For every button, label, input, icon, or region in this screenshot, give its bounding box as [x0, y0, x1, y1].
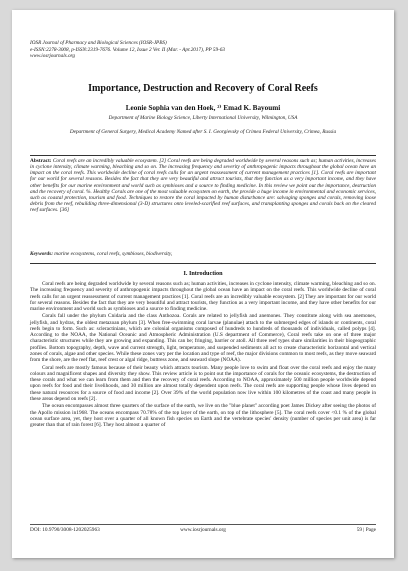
keywords: [30, 251, 376, 257]
affiliation-1: Department of Marine Biology Science, Liberty International University, Wilmington, USA: [108, 115, 298, 121]
author-list: Leonie Sophia van den Hoek, ²⁾ Emad K. Bayoumi: [125, 104, 281, 112]
footer-site[interactable]: www.iosrjournals.org: [180, 527, 226, 533]
journal-header: [30, 40, 370, 60]
paragraph: The ocean encompasses almost three quarters of the surface of the earth, we live on the "blue planet" according poet James Dickey after seeing the photos of the Apollo mission in1968. The oceans encompass 70.78% of the top layer of the earth, on top of the lithosphere [5]. The coral reefs cover <0.1 % of the global ocean surface area, yet, they host over a quarter of all known fish species on Earth and the vertebrate species' density (number of species per unit area) is far greater than that of rain forest [6]. They host almost a quarter of: [30, 403, 376, 429]
divider: [30, 155, 376, 156]
paper-title: Importance, Destruction and Recovery of Coral Reefs: [88, 83, 318, 94]
paragraph: Coral reefs are being degraded worldwide by several reasons such as; human activities, increases in cyclone intensity, climate warming, bleaching and so on. The increasing frequency and severity of anthropogenic impacts throughout the global ocean have an impact on the coral reefs. This worldwide decline of coral reefs calls for an urgent reassessment of current management practices [1]. Coral reefs are an incredibly valuable ecosystem. [2] They are important for our world for several reasons. Besides the fact that they are very beautiful and attract tourists, they function as a very important income, and they have other benefits for our marine environment and world such as symbioses and a source to finding medicine.: [30, 281, 376, 312]
keywords-text: marine ecosystems, coral reefs, symbioses, biodiversity,: [54, 251, 173, 257]
doi: DOI: 10.9790/3008-1202025963: [30, 527, 100, 533]
affiliation-2: Department of General Surgery, Medical Academy Named after S. I. Georgievsky of Crimea Federal University, Crimea, Russia: [69, 129, 337, 135]
abstract-label: Abstract:: [30, 158, 52, 164]
paper-page: [12, 10, 394, 558]
journal-site[interactable]: www.iosrjournals.org: [30, 53, 75, 60]
footer-divider: [30, 524, 376, 525]
journal-name: IOSR Journal of Pharmacy and Biological Sciences (IOSR-JPBS): [30, 40, 167, 46]
abstract: [30, 158, 376, 213]
page-number: 59 | Page: [356, 527, 376, 533]
issn-line: e-ISSN:2278-3008, p-ISSN:2319-7676. Volume 12, Issue 2 Ver. II (Mar. - Apr.2017), PP 59-63: [30, 46, 226, 53]
section-heading: I. Introduction: [183, 270, 223, 277]
divider: [30, 263, 376, 264]
abstract-text: Coral reefs are an incredibly valuable ecosystem. [2] Coral reefs are being degraded worldwide by several reasons such as; human activities, increases in cyclone intensity, climate warming, bleaching and so on. The increasing frequency and severity of anthropogenic impacts throughout the global ocean have an impact on the coral reefs. This worldwide decline of coral reefs calls for an urgent reassessment of current management practices [1]. Coral reefs are important for our world for several reasons. Besides the fact that they are very beautiful and attract tourists, that they function as a very important income, and they have other benefits for our marine environment and world such as symbioses and a source to finding medicine. In this review we point out the importance, destruction and the recovery of coral. %. Healthy Corals are one of the most valuable ecosystem on earth, the provide a huge income in environmental and economic services, such as coastal protection, tourism and food. Techniques to restore the coral impacted by human disturbance are: salvaging sponges and corals, removing loose debris from the reef, rebuilding three-dimensional (3-D) structures onto leveled-scarified reef surfaces, and transplanting sponges and corals back on the cleared reef surfaces. [36]: [30, 158, 376, 214]
body-text: [30, 281, 376, 430]
paragraph: Corals fall under the phylum Cnidaria and the class Anthozoa. Corals are related to jellyfish and anemones. They constitute along with sea anemones, jellyfish, and hydras, the oldest metazoan phylum [3]. When free-swimming coral larvae (planulae) attach to the submerged edges of islands or continents, coral reefs begin to form. Such as: scleractinians, which are colonial organisms composed of hundreds to hundreds of thousands of individuals, called polyps [4]. According to the NOAA, the National Oceanic and Atmospheric Administration (U.S department of Commerce), Coral reefs take on one of three major characteristic structures while they are growing and expanding. This can be; fringing, barrier or atoll. All three reef types share similarities in their biogeographic profiles. Bottom topography, depth, wave and current strength, light, temperature, and suspended sediments all act to create characteristic horizontal and vertical zones of corals, algae and other species. While these zones vary per the location and type of reef, the major divisions common to most reefs, as they move seaward from the shore, are the reef flat, reef crest or algal ridge, buttress zone, and seaward slope (NOAA).: [30, 313, 376, 364]
keywords-label: Keywords:: [30, 251, 53, 257]
paragraph: Coral reefs are mostly famous because of their beauty which attracts tourism. Many people love to swim and float over the coral reefs and enjoy the many colours and magnificent shapes and diversity they show. This review article is to point out the importance of corals for the oceanic ecosystems, the destruction of these corals and what we can learn from them and then the recovery of coral reefs. According to NOAA, approximately 500 million people worldwide depend upon reefs for food and their livelihoods, and 30 million are almost totally dependent upon reefs. The coral reefs are supporting people whose lives depend on these natural resources for a source of food and income [2]. Over 39% of the world population now live within 100 kilometres of the coast and many people in these areas depend on reefs [2].: [30, 364, 376, 402]
